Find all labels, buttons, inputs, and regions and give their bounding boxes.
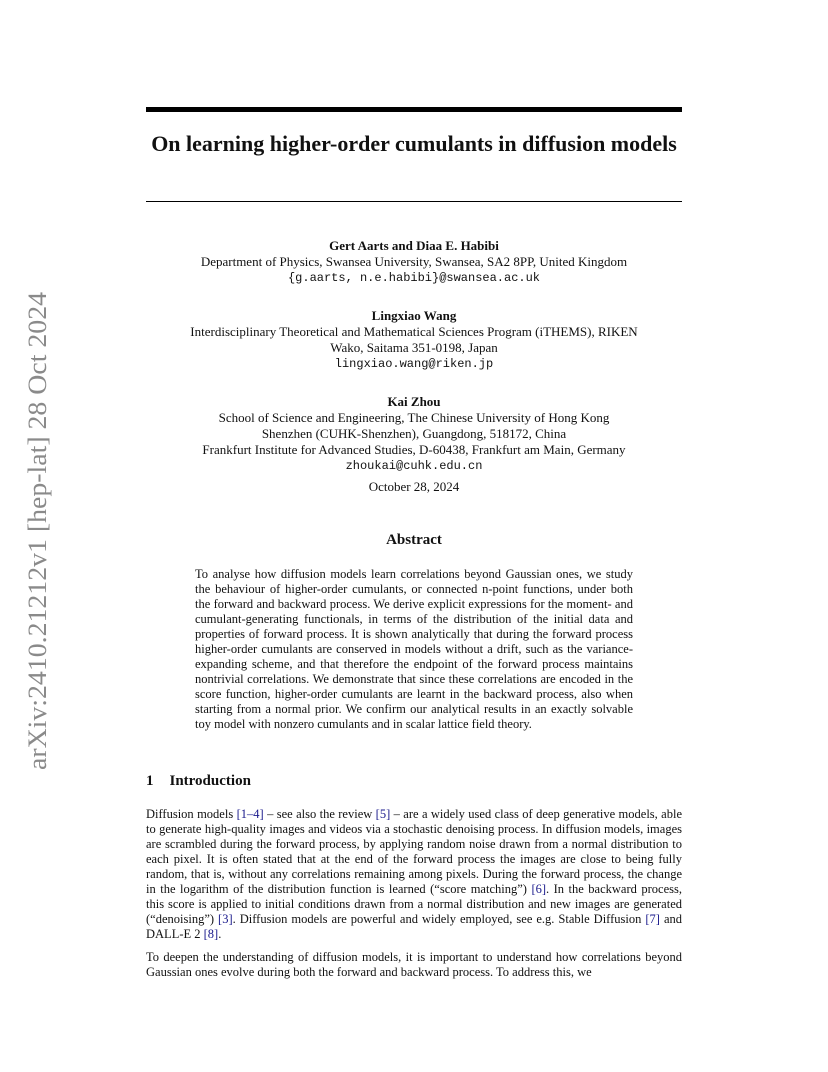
affiliation-line: Wako, Saitama 351-0198, Japan bbox=[330, 340, 498, 355]
intro-text: Diffusion models bbox=[146, 807, 237, 821]
arxiv-stamp-text: arXiv:2410.21212v1 [hep-lat] 28 Oct 2024 bbox=[23, 323, 52, 770]
introduction-body bbox=[146, 807, 682, 988]
intro-paragraph-1 bbox=[146, 807, 682, 942]
affiliation-line: Frankfurt Institute for Advanced Studies, D-60438, Frankfurt am Main, Germany bbox=[202, 442, 626, 457]
author-block-wang bbox=[146, 308, 682, 372]
abstract-heading: Abstract bbox=[386, 532, 442, 548]
citation-link[interactable]: [5] bbox=[375, 807, 391, 821]
intro-text: – are a widely used class of deep generative models, able to generate high-quality images and videos via a stochastic denoising process. In diffusion models, images are scrambled during the forward process, by applying random noise drawn from a normal distribution to each pixel. It is often stated that at the end of the forward process the images are close to being fully random, that is, without any correlations remaining among pixels. During the forward process, the change in the logarithm of the distribution function is learned (“score matching”) bbox=[146, 807, 682, 896]
author-block-zhou bbox=[146, 394, 682, 474]
affiliation-line: Shenzhen (CUHK-Shenzhen), Guangdong, 518172, China bbox=[261, 426, 567, 441]
citation-link[interactable]: [7] bbox=[645, 912, 660, 926]
citation-link[interactable]: [6] bbox=[531, 882, 547, 896]
publication-date: October 28, 2024 bbox=[368, 479, 460, 494]
section-heading-introduction bbox=[146, 773, 251, 790]
paper-title: On learning higher-order cumulants in diffusion models bbox=[151, 131, 677, 156]
author-email[interactable]: lingxiao.wang@riken.jp bbox=[334, 357, 494, 371]
author-names: Kai Zhou bbox=[387, 394, 441, 409]
intro-text: and DALL-E 2 bbox=[146, 912, 682, 941]
intro-text: . bbox=[218, 927, 222, 941]
citation-link[interactable]: [8] bbox=[203, 927, 219, 941]
abstract-text: To analyse how diffusion models learn correlations beyond Gaussian ones, we study the behaviour of higher-order cumulants, or connected n-point functions, under both the forward and backward process. We derive explicit expressions for the moment- and cumulant-generating functionals, in terms of the distribution of the initial data and properties of forward process. It is shown analytically that during the forward process higher-order cumulants are conserved in models without a drift, such as the variance-expanding scheme, and that therefore the endpoint of the forward process maintains nontrivial correlations. We demonstrate that since these correlations are encoded in the score function, higher-order cumulants are learnt in the backward process, also when starting from a normal prior. We confirm our analytical results in an exactly solvable toy model with nonzero cumulants and in scalar lattice field theory. bbox=[195, 567, 633, 731]
affiliation-line: Department of Physics, Swansea University, Swansea, SA2 8PP, United Kingdom bbox=[200, 254, 628, 269]
author-email[interactable]: zhoukai@cuhk.edu.cn bbox=[345, 459, 483, 473]
title-rule-top bbox=[146, 107, 682, 112]
section-number: 1 bbox=[146, 773, 154, 789]
affiliation-line: School of Science and Engineering, The Chinese University of Hong Kong bbox=[218, 410, 610, 425]
author-list bbox=[146, 238, 682, 496]
author-block-aarts-habibi bbox=[146, 238, 682, 286]
section-title: Introduction bbox=[169, 773, 251, 789]
author-names: Gert Aarts and Diaa E. Habibi bbox=[329, 238, 499, 253]
citation-link[interactable]: [1–4] bbox=[236, 807, 264, 821]
author-names: Lingxiao Wang bbox=[371, 308, 457, 323]
intro-text: – see also the review bbox=[263, 807, 376, 821]
intro-paragraph-2: To deepen the understanding of diffusion models, it is important to understand how correlations beyond Gaussian ones evolve during both the forward and backward process. To address this, we bbox=[146, 950, 682, 979]
arxiv-identifier-stamp bbox=[16, 290, 56, 770]
title-rule-bottom bbox=[146, 201, 682, 202]
intro-text: . Diffusion models are powerful and widely employed, see e.g. Stable Diffusion bbox=[232, 912, 646, 926]
author-email[interactable]: {g.aarts, n.e.habibi}@swansea.ac.uk bbox=[287, 271, 541, 285]
intro-text: . In the backward process, this score is applied to initial conditions drawn from a normal distribution and new images are generated (“denoising”) bbox=[146, 882, 682, 926]
citation-link[interactable]: [3] bbox=[218, 912, 233, 926]
affiliation-line: Interdisciplinary Theoretical and Mathematical Sciences Program (iTHEMS), RIKEN bbox=[190, 324, 638, 339]
